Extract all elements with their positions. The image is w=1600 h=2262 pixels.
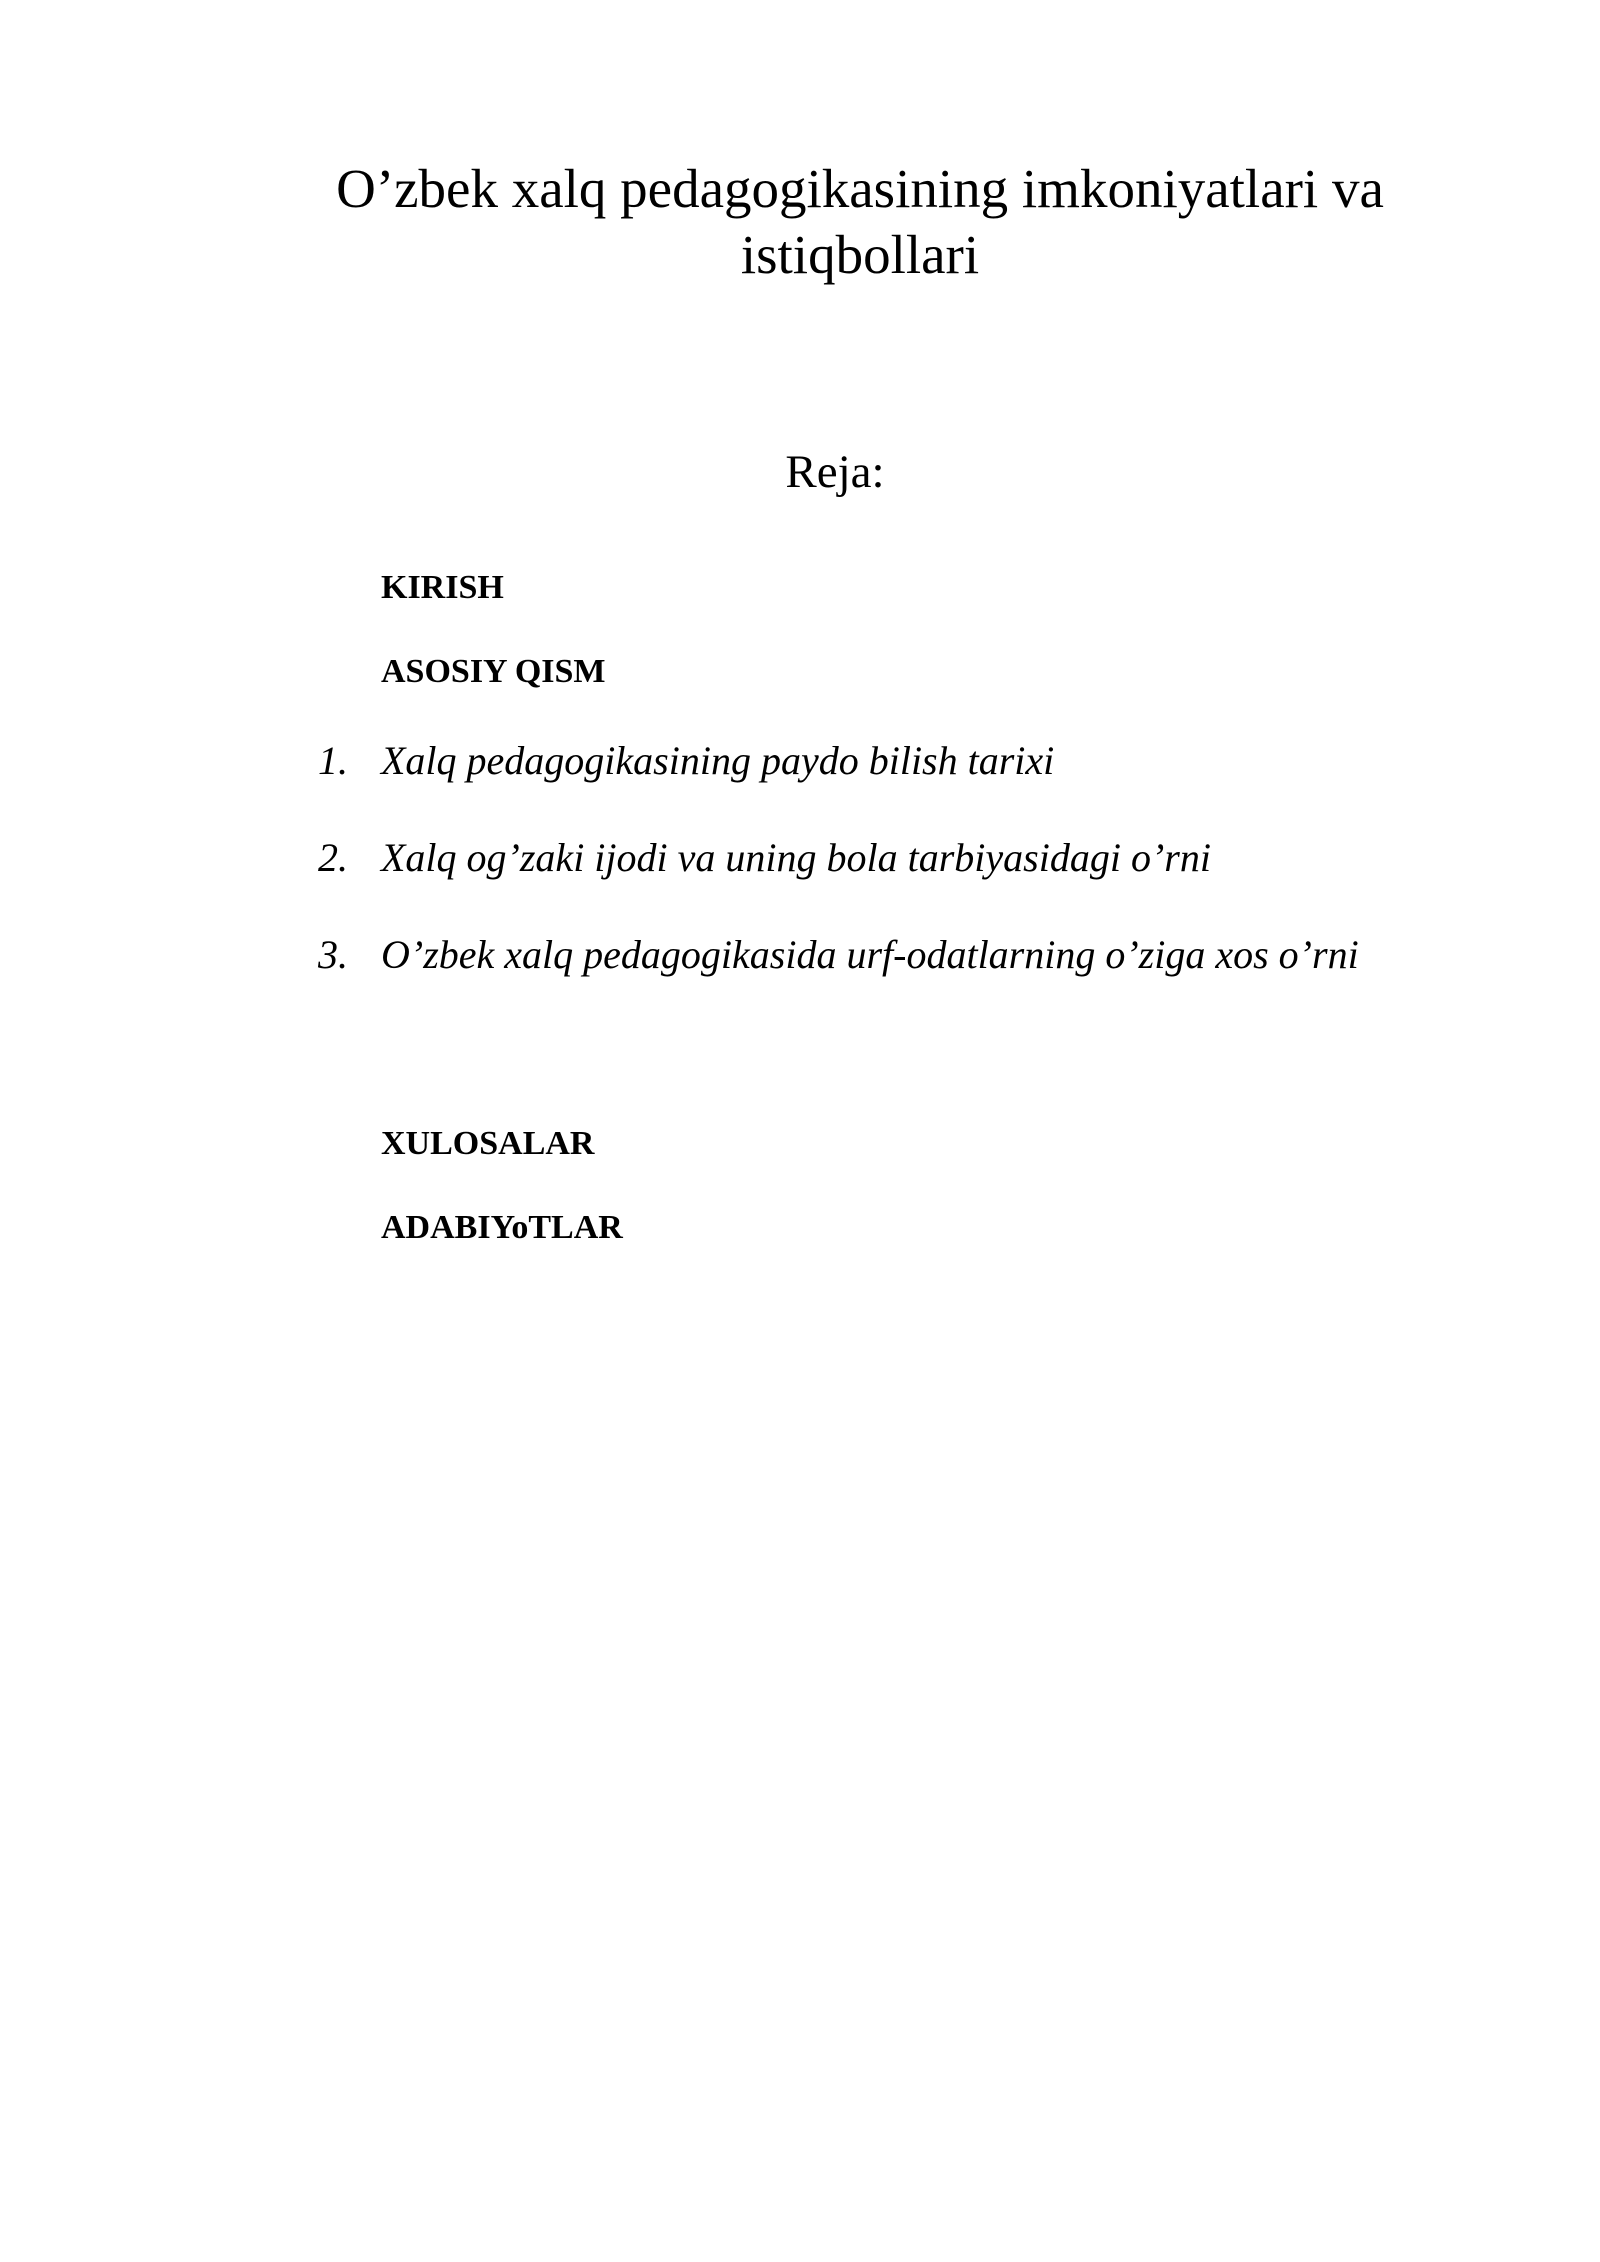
- list-item-number: 3.: [318, 932, 348, 977]
- list-item: [318, 917, 1378, 992]
- list-item-text: Xalq pedagogikasining paydo bilish tarixi: [381, 738, 1055, 783]
- list-item: [318, 820, 1378, 895]
- plan-heading: Reja:: [785, 446, 885, 498]
- list-item-text: O’zbek xalq pedagogikasida urf-odatlarning o’ziga xos o’rni: [381, 932, 1359, 977]
- section-main: ASOSIY QISM: [381, 653, 606, 690]
- section-intro: KIRISH: [381, 569, 504, 606]
- list-item-number: 2.: [318, 835, 348, 880]
- list-item-text: Xalq og’zaki ijodi va uning bola tarbiyasidagi o’rni: [381, 835, 1211, 880]
- section-references: ADABIYoTLAR: [381, 1209, 623, 1246]
- section-conclusions: XULOSALAR: [381, 1125, 595, 1162]
- list-item-number: 1.: [318, 738, 348, 783]
- list-item: [318, 723, 1378, 798]
- document-title: O’zbek xalq pedagogikasining imkoniyatlari va istiqbollari: [336, 158, 1384, 285]
